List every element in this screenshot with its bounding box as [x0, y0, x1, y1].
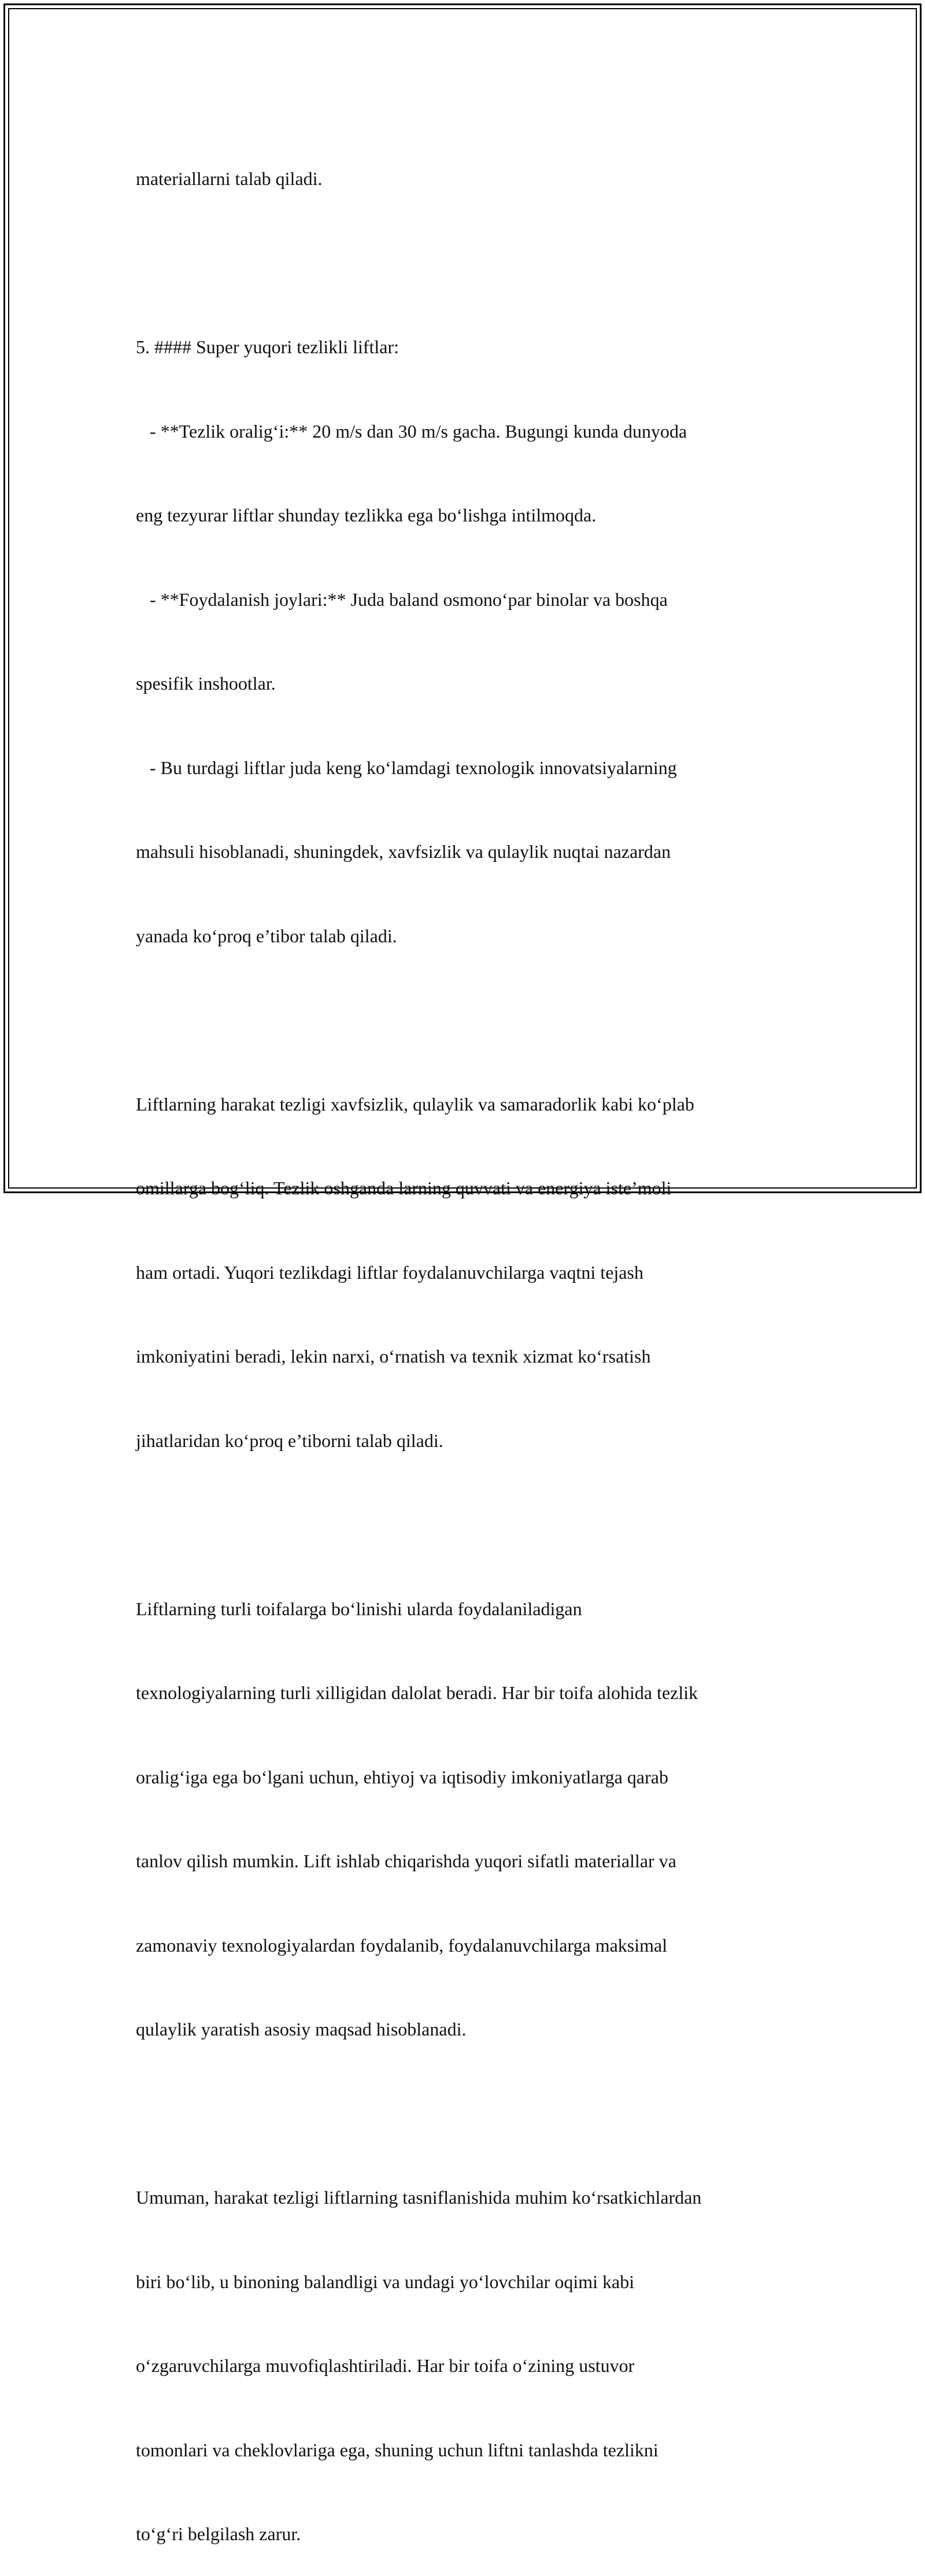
text-line: tomonlari va cheklovlariga ega, shuning uchun liftni tanlashda tezlikni: [136, 2439, 658, 2460]
text-line: to‘g‘ri belgilash zarur.: [136, 2523, 301, 2544]
text-line: Umuman, harakat tezligi liftlarning tasniflanishida muhim ko‘rsatkichlardan: [136, 2187, 702, 2208]
text-line: Liftlarning turli toifalarga bo‘linishi ularda foydalaniladigan: [136, 1598, 582, 1619]
text-line: yanada ko‘proq e’tibor talab qiladi.: [136, 925, 397, 946]
text-line: oralig‘iga ega bo‘lgani uchun, ehtiyoj va iqtisodiy imkoniyatlarga qarab: [136, 1766, 668, 1787]
text-line: jihatlaridan ko‘proq e’tiborni talab qiladi.: [136, 1430, 443, 1451]
blank-line: [136, 2100, 795, 2128]
text-line: o‘zgaruvchilarga muvofiqlashtiriladi. Har bir toifa o‘zining ustuvor: [136, 2355, 635, 2376]
text-line: spesifik inshootlar.: [136, 673, 276, 694]
text-line: Liftlarning harakat tezligi xavfsizlik, qulaylik va samaradorlik kabi ko‘plab: [136, 1093, 694, 1115]
text-line: - Bu turdagi liftlar juda keng ko‘lamdagi texnologik innovatsiyalarning: [136, 757, 677, 778]
text-line: eng tezyurar liftlar shunday tezlikka ega bo‘lishga intilmoqda.: [136, 505, 597, 525]
text-line: materiallarni talab qiladi.: [136, 168, 323, 189]
text-line: qulaylik yaratish asosiy maqsad hisoblanadi.: [136, 2019, 467, 2040]
document-body: [136, 109, 795, 2576]
section-heading: 5. #### Super yuqori tezlikli liftlar:: [136, 336, 399, 357]
text-line: - **Foydalanish joylari:** Juda baland osmono‘par binolar va boshqa: [136, 589, 668, 610]
blank-line: [136, 1006, 795, 1034]
text-line: imkoniyatini beradi, lekin narxi, o‘rnatish va texnik xizmat ko‘rsatish: [136, 1346, 651, 1367]
blank-line: [136, 249, 795, 277]
text-line: omillarga bog‘liq. Tezlik oshganda larning quvvati va energiya iste’moli: [136, 1178, 672, 1198]
text-line: texnologiyalarning turli xilligidan dalolat beradi. Har bir toifa alohida tezlik: [136, 1682, 698, 1703]
text-line: zamonaviy texnologiyalardan foydalanib, foydalanuvchilarga maksimal: [136, 1934, 668, 1956]
text-line: tanlov qilish mumkin. Lift ishlab chiqarishda yuqori sifatli materiallar va: [136, 1850, 676, 1871]
text-line: biri bo‘lib, u binoning balandligi va undagi yo‘lovchilar oqimi kabi: [136, 2271, 635, 2292]
text-line: - **Tezlik oralig‘i:** 20 m/s dan 30 m/s gacha. Bugungi kunda dunyoda: [136, 420, 687, 442]
text-line: ham ortadi. Yuqori tezlikdagi liftlar foydalanuvchilarga vaqtni tejash: [136, 1261, 643, 1283]
blank-line: [136, 1511, 795, 1539]
text-line: mahsuli hisoblanadi, shuningdek, xavfsizlik va qulaylik nuqtai nazardan: [136, 841, 671, 862]
